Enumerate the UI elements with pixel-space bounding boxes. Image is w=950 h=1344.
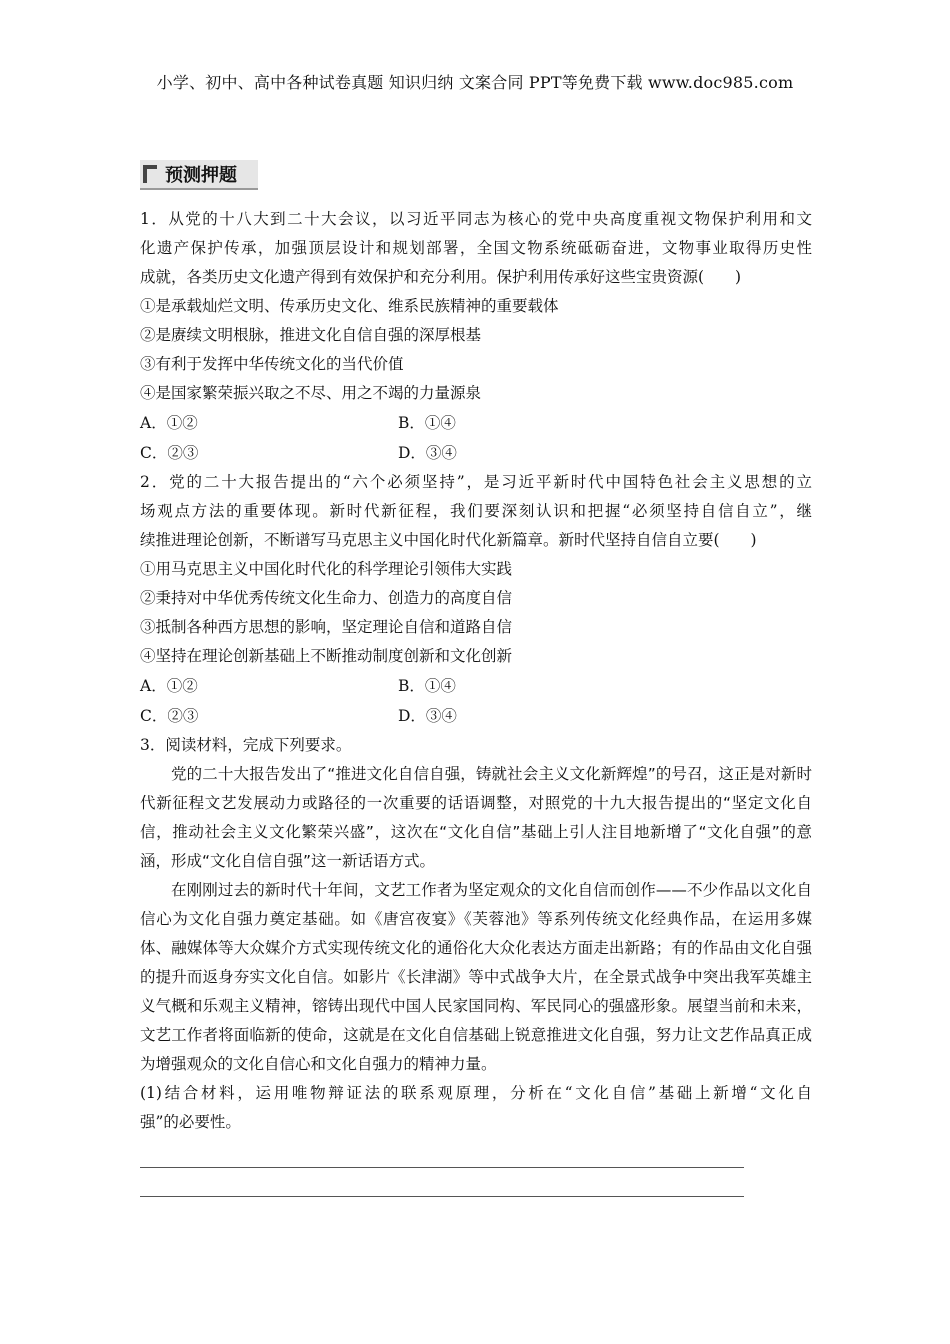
page-header: 小学、初中、高中各种试卷真题 知识归纳 文案合同 PPT等免费下载 www.doc985.com bbox=[156, 73, 794, 92]
question-3 bbox=[140, 731, 812, 1197]
question-3-material-paragraph-2: 在刚刚过去的新时代十年间，文艺工作者为坚定观众的文化自信而创作——不少作品以文化自信心为文化自强力奠定基础。如《唐宫夜宴》《芙蓉池》等系列传统文化经典作品，在运用多媒体、融媒体等大众媒介方式实现传统文化的通俗化大众化表达方面走出新路；有的作品由文化自强的提升而返身夯实文化自信。如影片《长津湖》等中式战争大片，在全景式战争中突出我军英雄主义气概和乐观主义精神，镕铸出现代中国人民家国同构、军民同心的强盛形象。展望当前和未来，文艺工作者将面临新的使命，这就是在文化自信基础上锐意推进文化自强，努力让文艺作品真正成为增强观众的文化自信心和文化自强力的精神力量。 bbox=[140, 881, 812, 1073]
question-2-options-row-1 bbox=[140, 671, 812, 701]
answer-line-2[interactable] bbox=[140, 1196, 744, 1197]
section-title: 预测押题 bbox=[165, 165, 237, 186]
question-3-sub-1-line-2: 强”的必要性。 bbox=[140, 1113, 241, 1131]
question-2-item-3: ③抵制各种西方思想的影响，坚定理论自信和道路自信 bbox=[140, 618, 513, 636]
question-3-intro: 3．阅读材料，完成下列要求。 bbox=[140, 736, 352, 754]
question-1-item-1: ①是承载灿烂文明、传承历史文化、维系民族精神的重要载体 bbox=[140, 297, 559, 315]
question-2 bbox=[140, 468, 812, 731]
question-3-material-paragraph-1: 党的二十大报告发出了“推进文化自信自强，铸就社会主义文化新辉煌”的号召，这正是对新时代新征程文艺发展动力或路径的一次重要的话语调整，对照党的十九大报告提出的“坚定文化自信，推动社会主义文化繁荣兴盛”，这次在“文化自信”基础上引人注目地新增了“文化自强”的意涵，形成“文化自信自强”这一新话语方式。 bbox=[140, 765, 812, 870]
question-2-stem-line-3: 续推进理论创新，不断谱写马克思主义中国化时代化新篇章。新时代坚持自信自立要( ) bbox=[140, 531, 757, 549]
section-title-box bbox=[140, 160, 258, 190]
question-1-stem-line-1: 1．从党的十八大到二十大会议，以习近平同志为核心的党中央高度重视文物保护利用和文 bbox=[140, 210, 812, 228]
corner-bracket-icon bbox=[143, 165, 157, 183]
question-2-option-a: A．①② bbox=[140, 677, 198, 695]
question-1-option-a: A．①② bbox=[140, 414, 198, 432]
question-1-item-2: ②是赓续文明根脉，推进文化自信自强的深厚根基 bbox=[140, 326, 482, 344]
answer-line-1[interactable] bbox=[140, 1167, 744, 1168]
exam-content bbox=[140, 205, 812, 1197]
question-2-item-4: ④坚持在理论创新基础上不断推动制度创新和文化创新 bbox=[140, 647, 513, 665]
question-1-options-row-2 bbox=[140, 438, 812, 468]
question-1-option-c: C．②③ bbox=[140, 444, 199, 462]
question-2-option-c: C．②③ bbox=[140, 707, 199, 725]
question-1-stem-line-2: 化遗产保护传承，加强顶层设计和规划部署，全国文物系统砥砺奋进，文物事业取得历史性 bbox=[140, 239, 812, 257]
question-1-options-row-1 bbox=[140, 408, 812, 438]
question-2-stem-line-2: 场观点方法的重要体现。新时代新征程，我们要深刻认识和把握“必须坚持自信自立”，继 bbox=[140, 502, 812, 520]
question-1-option-b: B．①④ bbox=[398, 414, 456, 432]
question-3-sub-1-line-1: (1)结合材料，运用唯物辩证法的联系观原理，分析在“文化自信”基础上新增“文化自 bbox=[140, 1084, 812, 1102]
question-2-option-d: D．③④ bbox=[398, 707, 457, 725]
question-1 bbox=[140, 205, 812, 468]
question-2-item-2: ②秉持对中华优秀传统文化生命力、创造力的高度自信 bbox=[140, 589, 513, 607]
question-2-option-b: B．①④ bbox=[398, 677, 456, 695]
question-1-option-d: D．③④ bbox=[398, 444, 457, 462]
question-2-item-1: ①用马克思主义中国化时代化的科学理论引领伟大实践 bbox=[140, 560, 513, 578]
question-1-item-4: ④是国家繁荣振兴取之不尽、用之不竭的力量源泉 bbox=[140, 384, 482, 402]
question-2-stem-line-1: 2．党的二十大报告提出的“六个必须坚持”，是习近平新时代中国特色社会主义思想的立 bbox=[140, 473, 812, 491]
question-2-options-row-2 bbox=[140, 701, 812, 731]
question-1-stem-line-3: 成就，各类历史文化遗产得到有效保护和充分利用。保护利用传承好这些宝贵资源( ) bbox=[140, 268, 742, 286]
question-1-item-3: ③有利于发挥中华传统文化的当代价值 bbox=[140, 355, 404, 373]
